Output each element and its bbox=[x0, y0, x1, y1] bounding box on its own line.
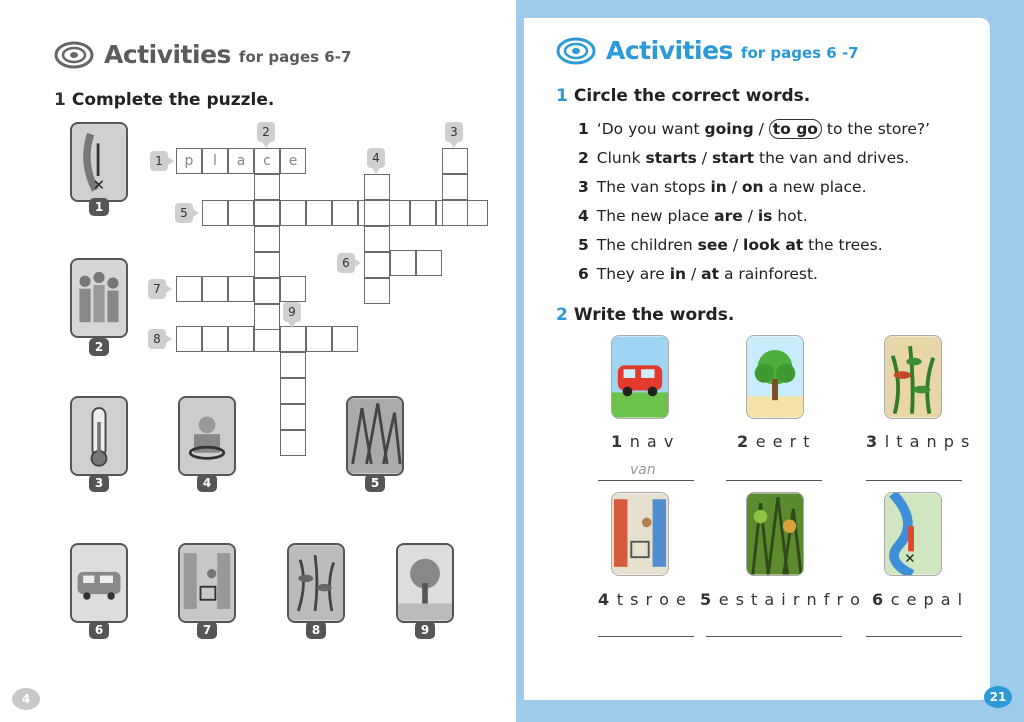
picture-8 bbox=[287, 543, 345, 623]
item-text: The new place bbox=[596, 207, 715, 225]
exercise-text: Circle the correct words. bbox=[573, 86, 811, 106]
crossword-cell[interactable] bbox=[202, 276, 228, 302]
picture-number-9: 9 bbox=[415, 621, 435, 639]
scrambled-word bbox=[872, 590, 963, 609]
picture-7 bbox=[178, 543, 236, 623]
item-text: The van stops bbox=[596, 178, 711, 196]
picture-4 bbox=[178, 396, 236, 476]
crossword-letter: l bbox=[202, 148, 228, 174]
crossword-cell[interactable] bbox=[280, 352, 306, 378]
clue-number-4: 4 bbox=[367, 148, 385, 168]
option-b[interactable]: at bbox=[701, 265, 720, 283]
crossword-cell[interactable] bbox=[390, 250, 416, 276]
crossword-cell[interactable] bbox=[442, 148, 468, 174]
svg-text:✕: ✕ bbox=[92, 175, 105, 194]
right-heading-subtitle: for pages 6 -7 bbox=[740, 44, 859, 62]
picture-9 bbox=[396, 543, 454, 623]
crossword-cell[interactable] bbox=[202, 326, 228, 352]
clue-number-3: 3 bbox=[445, 122, 463, 142]
scrambled-word bbox=[866, 432, 970, 451]
picture-2 bbox=[70, 258, 128, 338]
item-number: 4 bbox=[578, 207, 589, 225]
answer-text: van bbox=[630, 462, 656, 478]
circle-item bbox=[578, 207, 808, 225]
picture-number-1: 1 bbox=[89, 198, 109, 216]
option-b[interactable]: start bbox=[711, 149, 755, 167]
item-number: 6 bbox=[578, 265, 589, 283]
circle-item bbox=[578, 120, 930, 138]
option-a[interactable]: starts bbox=[645, 149, 697, 167]
scrambled-word bbox=[737, 432, 811, 451]
crossword-cell[interactable] bbox=[332, 200, 358, 226]
option-a[interactable]: in bbox=[710, 178, 727, 196]
clue-number-9: 9 bbox=[283, 302, 301, 322]
word-number: 6 bbox=[872, 590, 891, 609]
circle-item bbox=[578, 265, 818, 283]
option-a[interactable]: going bbox=[704, 120, 754, 138]
crossword-cell[interactable] bbox=[254, 226, 280, 252]
answer-line[interactable] bbox=[706, 636, 842, 637]
answer-line[interactable] bbox=[598, 636, 694, 637]
left-heading bbox=[54, 40, 351, 69]
left-heading-title: Activities bbox=[104, 40, 231, 69]
picture-number-4: 4 bbox=[197, 474, 217, 492]
clue-number-8: 8 bbox=[148, 329, 166, 349]
option-b[interactable]: to go bbox=[769, 119, 822, 139]
crossword-cell[interactable] bbox=[254, 174, 280, 200]
clue-number-2: 2 bbox=[257, 122, 275, 142]
item-number: 2 bbox=[578, 149, 589, 167]
item-number: 3 bbox=[578, 178, 589, 196]
item-text: a new place. bbox=[763, 178, 867, 196]
option-b[interactable]: on bbox=[741, 178, 764, 196]
option-a[interactable]: are bbox=[714, 207, 743, 225]
option-separator: / bbox=[696, 149, 712, 167]
scrambled-letters: e e r t bbox=[755, 432, 811, 451]
swirl-icon bbox=[54, 41, 94, 69]
left-exercise-title bbox=[54, 90, 274, 110]
scrambled-letters: l t a n p s bbox=[884, 432, 971, 451]
right-heading bbox=[556, 36, 859, 65]
item-text: the van and drives. bbox=[754, 149, 910, 167]
answer-line[interactable] bbox=[726, 480, 822, 481]
left-page-number: 4 bbox=[12, 688, 40, 710]
scrambled-letters: e s t a i r n f r o bbox=[718, 590, 861, 609]
scrambled-word bbox=[700, 590, 861, 609]
option-b[interactable]: look at bbox=[743, 236, 804, 254]
right-heading-title: Activities bbox=[606, 36, 733, 65]
exercise-number: 2 bbox=[556, 305, 568, 325]
clue-number-7: 7 bbox=[148, 279, 166, 299]
crossword-cell[interactable] bbox=[280, 378, 306, 404]
option-separator: / bbox=[742, 207, 758, 225]
crossword-cell[interactable] bbox=[228, 276, 254, 302]
crossword-cell[interactable] bbox=[254, 200, 280, 226]
crossword-cell[interactable] bbox=[410, 200, 436, 226]
crossword-cell[interactable] bbox=[364, 174, 390, 200]
clue-number-6: 6 bbox=[337, 253, 355, 273]
word-number: 4 bbox=[598, 590, 617, 609]
crossword-cell[interactable] bbox=[254, 278, 280, 304]
picture-number-5: 5 bbox=[365, 474, 385, 492]
crossword-cell[interactable] bbox=[364, 252, 390, 278]
crossword-cell[interactable] bbox=[280, 430, 306, 456]
option-separator: / bbox=[686, 265, 702, 283]
word-picture-rainforest bbox=[746, 492, 804, 576]
clue-number-1: 1 bbox=[150, 151, 168, 171]
crossword-cell[interactable] bbox=[364, 200, 390, 226]
exercise-text: Write the words. bbox=[573, 305, 735, 325]
crossword-cell[interactable] bbox=[306, 200, 332, 226]
item-text: a rainforest. bbox=[719, 265, 818, 283]
answer-line[interactable] bbox=[866, 636, 962, 637]
circle-item bbox=[578, 149, 909, 167]
item-text: to the store?’ bbox=[821, 120, 931, 138]
picture-number-6: 6 bbox=[89, 621, 109, 639]
crossword-letter: c bbox=[254, 148, 280, 174]
exercise-number: 1 bbox=[54, 90, 66, 110]
word-number: 3 bbox=[866, 432, 885, 451]
crossword-cell[interactable] bbox=[442, 200, 468, 226]
exercise-text: Complete the puzzle. bbox=[71, 90, 275, 110]
crossword-letter: a bbox=[228, 148, 254, 174]
word-picture-store bbox=[611, 492, 669, 576]
word-number: 1 bbox=[611, 432, 630, 451]
scrambled-letters: t s r o e bbox=[616, 590, 687, 609]
crossword-cell[interactable] bbox=[280, 200, 306, 226]
picture-number-3: 3 bbox=[89, 474, 109, 492]
crossword-cell[interactable] bbox=[364, 278, 390, 304]
picture-1 bbox=[70, 122, 128, 202]
right-page-number: 21 bbox=[984, 686, 1012, 708]
svg-text:✕: ✕ bbox=[904, 550, 916, 567]
option-separator: / bbox=[753, 120, 769, 138]
scrambled-letters: n a v bbox=[629, 432, 675, 451]
crossword-cell[interactable] bbox=[228, 326, 254, 352]
picture-number-2: 2 bbox=[89, 338, 109, 356]
word-number: 5 bbox=[700, 590, 719, 609]
crossword-cell[interactable] bbox=[280, 326, 306, 352]
crossword-letter: e bbox=[280, 148, 306, 174]
clue-number-5: 5 bbox=[175, 203, 193, 223]
crossword-cell[interactable] bbox=[332, 326, 358, 352]
option-separator: / bbox=[726, 178, 742, 196]
swirl-icon bbox=[556, 37, 596, 65]
item-number: 1 bbox=[578, 120, 589, 138]
picture-number-8: 8 bbox=[306, 621, 326, 639]
option-a[interactable]: see bbox=[697, 236, 728, 254]
answer-line[interactable] bbox=[866, 480, 962, 481]
scrambled-word bbox=[598, 590, 687, 609]
word-number: 2 bbox=[737, 432, 756, 451]
right-exercise1-title bbox=[556, 86, 810, 106]
crossword-cell[interactable] bbox=[254, 304, 280, 330]
crossword-cell[interactable] bbox=[228, 200, 254, 226]
crossword-cell[interactable] bbox=[442, 174, 468, 200]
picture-5 bbox=[346, 396, 404, 476]
crossword-cell[interactable] bbox=[416, 250, 442, 276]
word-picture-van bbox=[611, 335, 669, 419]
picture-6 bbox=[70, 543, 128, 623]
item-text: They are bbox=[596, 265, 670, 283]
crossword-cell[interactable] bbox=[176, 326, 202, 352]
option-separator: / bbox=[727, 236, 744, 254]
word-picture-plants bbox=[884, 335, 942, 419]
item-text: Clunk bbox=[596, 149, 646, 167]
item-text: The children bbox=[596, 236, 698, 254]
item-number: 5 bbox=[578, 236, 589, 254]
left-heading-subtitle: for pages 6-7 bbox=[238, 48, 352, 66]
picture-3 bbox=[70, 396, 128, 476]
word-picture-place bbox=[884, 492, 942, 576]
crossword-letter: p bbox=[176, 148, 202, 174]
scrambled-word bbox=[611, 432, 674, 451]
picture-number-7: 7 bbox=[197, 621, 217, 639]
right-exercise2-title bbox=[556, 305, 734, 325]
crossword-cell[interactable] bbox=[254, 252, 280, 278]
crossword-cell[interactable] bbox=[176, 276, 202, 302]
crossword-cell[interactable] bbox=[364, 226, 390, 252]
scrambled-letters: c e p a l bbox=[890, 590, 964, 609]
circle-item bbox=[578, 236, 883, 254]
word-picture-tree bbox=[746, 335, 804, 419]
crossword-cell[interactable] bbox=[306, 326, 332, 352]
circle-item bbox=[578, 178, 867, 196]
crossword-cell[interactable] bbox=[280, 404, 306, 430]
option-a[interactable]: in bbox=[669, 265, 687, 283]
item-text: ‘Do you want bbox=[596, 120, 705, 138]
answer-line[interactable] bbox=[598, 480, 694, 481]
item-text: hot. bbox=[772, 207, 808, 225]
crossword-cell[interactable] bbox=[202, 200, 228, 226]
crossword-cell[interactable] bbox=[280, 276, 306, 302]
exercise-number: 1 bbox=[556, 86, 568, 106]
option-b[interactable]: is bbox=[757, 207, 773, 225]
item-text: the trees. bbox=[803, 236, 883, 254]
